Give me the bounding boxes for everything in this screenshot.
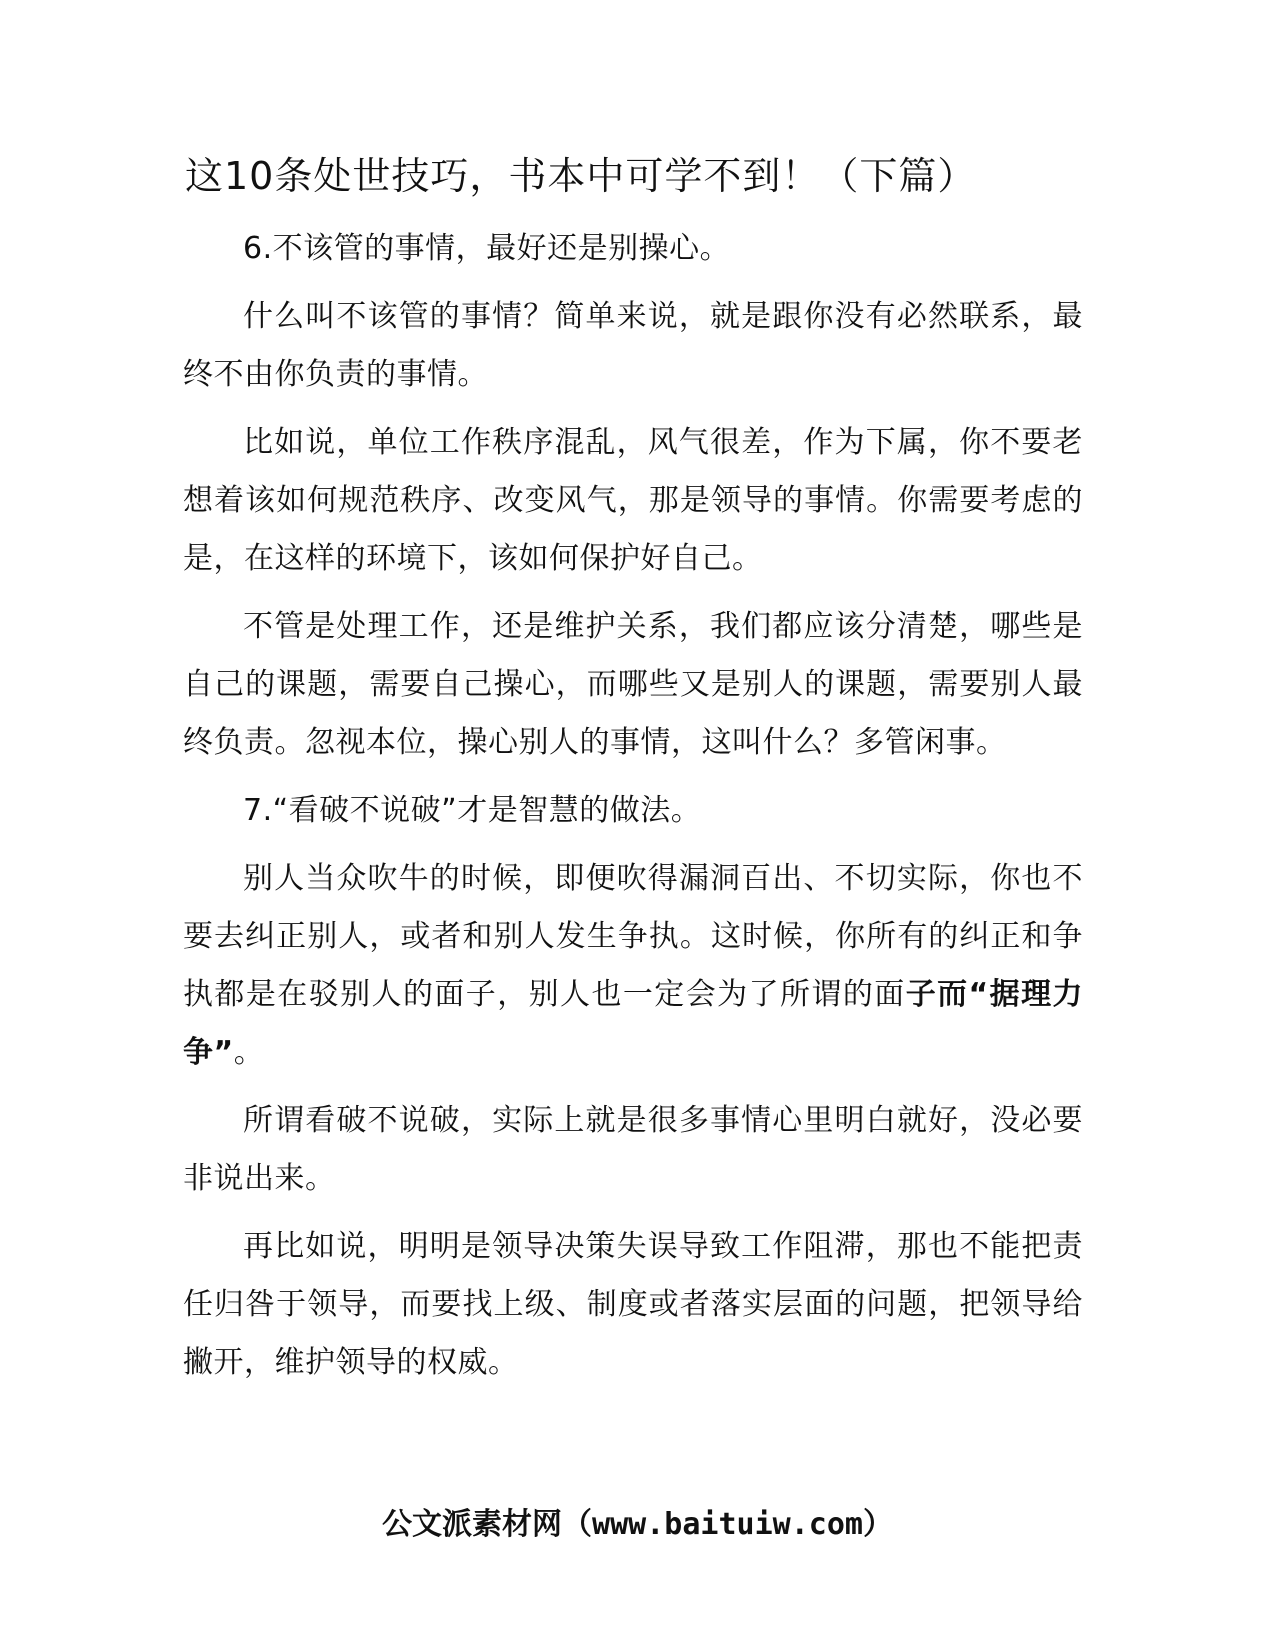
paragraph: 不管是处理工作，还是维护关系，我们都应该分清楚，哪些是自己的课题，需要自己操心，而哪些又是别人的课题，需要别人最终负责。忽视本位，操心别人的事情，这叫什么？多管闲事。: [183, 609, 1083, 760]
paragraph-tail: 。: [233, 1035, 265, 1070]
section-heading-7: 7.“看破不说破”才是智慧的做法。: [243, 793, 702, 828]
paragraph: 所谓看破不说破，实际上就是很多事情心里明白就好，没必要非说出来。: [183, 1103, 1083, 1196]
paragraph: [183, 850, 1083, 1082]
paragraph: 再比如说，明明是领导决策失误导致工作阻滞，那也不能把责任归咎于领导，而要找上级、制度或者落实层面的问题，把领导给撇开，维护领导的权威。: [183, 1229, 1083, 1380]
footer-site-name: 公文派素材网: [382, 1507, 563, 1542]
document-body: [183, 220, 1083, 1402]
section-heading-6: 6.不该管的事情，最好还是别操心。: [243, 231, 731, 266]
page-footer: [0, 1505, 1275, 1545]
bold-phrase: 子而“据理力争”: [183, 977, 1084, 1070]
paragraph-text: 别人当众吹牛的时候，即便吹得漏洞百出、不切实际，你也不要去纠正别人，或者和别人发生争执。这时候，你所有的纠正和争执都是在驳别人的面子，别人也一定会为了所谓的面: [183, 861, 1083, 1012]
footer-url: （www.baituiw.com）: [562, 1507, 893, 1542]
paragraph: 什么叫不该管的事情？简单来说，就是跟你没有必然联系，最终不由你负责的事情。: [183, 299, 1083, 392]
paragraph: 比如说，单位工作秩序混乱，风气很差，作为下属，你不要老想着该如何规范秩序、改变风气，那是领导的事情。你需要考虑的是，在这样的环境下，该如何保护好自己。: [183, 425, 1083, 576]
document-title: 这10条处世技巧，书本中可学不到！（下篇）: [185, 154, 977, 198]
